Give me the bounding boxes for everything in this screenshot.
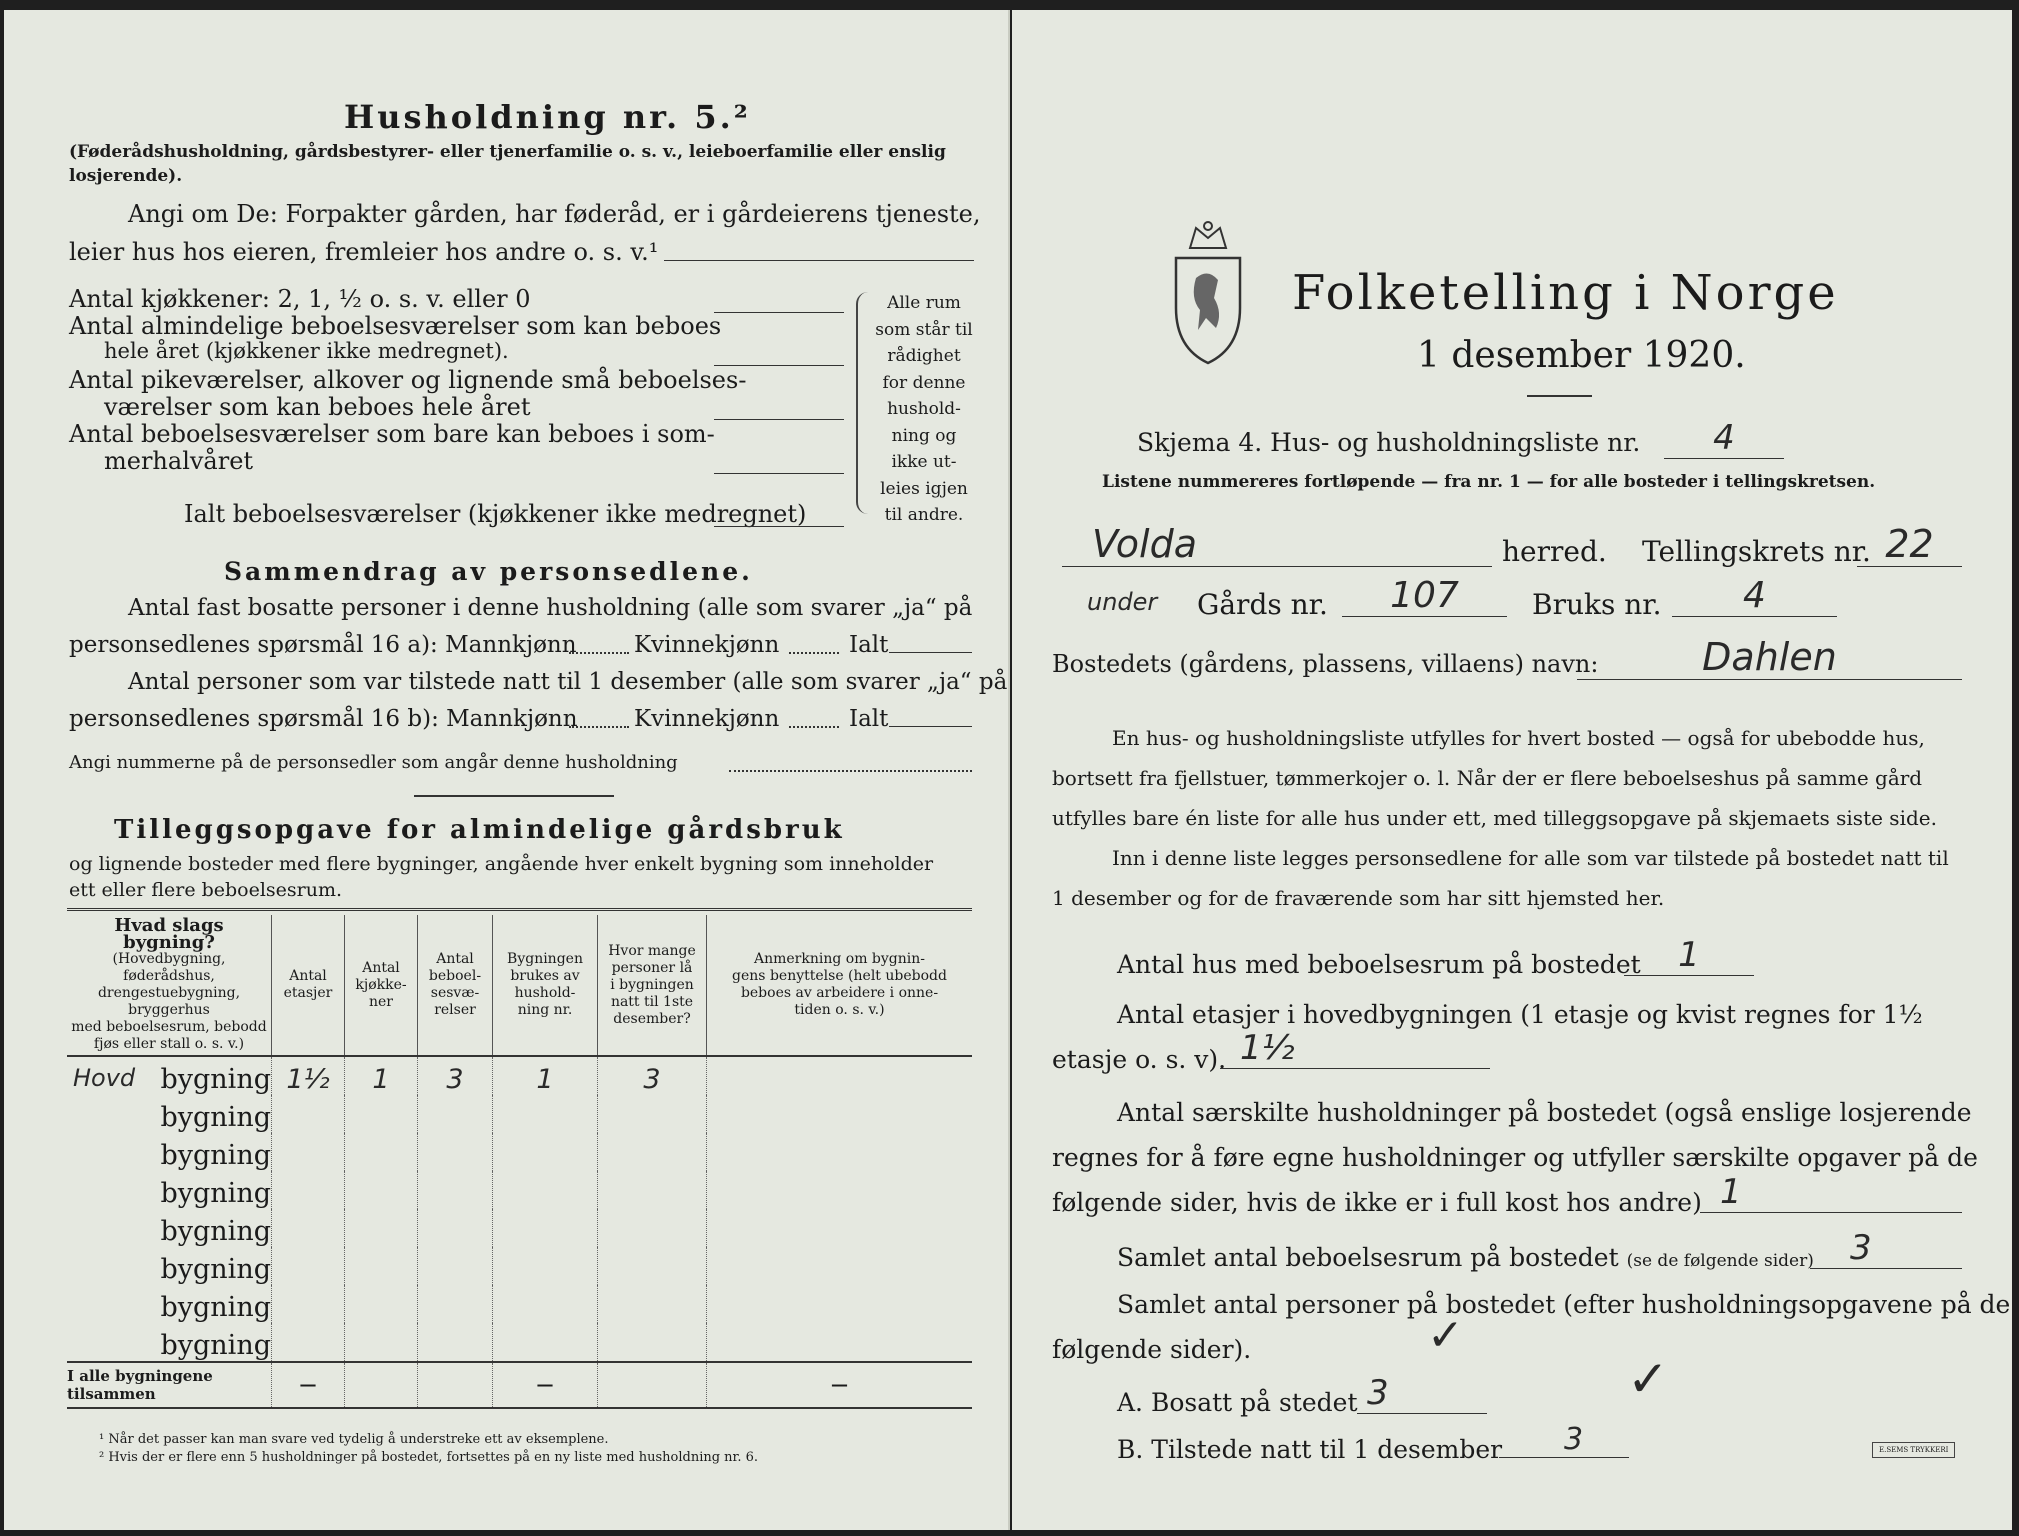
header-text: ner bbox=[369, 993, 393, 1010]
cell[interactable] bbox=[418, 1171, 493, 1209]
cell[interactable] bbox=[707, 1095, 973, 1133]
rooms-kitchens: Antal kjøkkener: 2, 1, ½ o. s. v. eller 0 bbox=[69, 285, 531, 313]
instruction-line: Inn i denne liste legges personsedlene for alle som var tilstede på bostedet natt til bbox=[1112, 846, 1949, 870]
kitchens-answer-line[interactable] bbox=[714, 312, 844, 313]
saerskilte-line-1: Antal særskilte husholdninger på bostedet (også enslige losjerende bbox=[1117, 1098, 1972, 1127]
tillegg-line-2: ett eller flere beboelsesrum. bbox=[69, 879, 343, 901]
cell[interactable] bbox=[418, 1323, 493, 1362]
ialt-label-2: Ialt bbox=[849, 706, 889, 732]
table-row bbox=[67, 1323, 972, 1362]
rooms-total: Ialt beboelsesværelser (kjøkkener ikke medregnet) bbox=[184, 500, 807, 528]
instruction-line: bortsett fra fjellstuer, tømmerkojer o. l. Når der er flere beboelseshus på samme gård bbox=[1052, 766, 1923, 790]
cell[interactable] bbox=[272, 1095, 345, 1133]
bygning-label: bygning bbox=[160, 1140, 271, 1171]
bygning-label: bygning bbox=[160, 1330, 271, 1361]
footnote-2: ² Hvis der er flere enn 5 husholdninger på bostedet, fortsettes på en ny liste med husholdning nr. 6. bbox=[99, 1450, 759, 1465]
side-note-line: ning og bbox=[891, 425, 957, 446]
summary-total-2[interactable] bbox=[889, 726, 972, 727]
persons-cell[interactable]: 3 bbox=[598, 1056, 707, 1095]
header-text: relser bbox=[434, 1002, 476, 1018]
rooms-summer: Antal beboelsesværelser som bare kan beboes i som- bbox=[69, 420, 715, 448]
herred-value[interactable]: Volda bbox=[1062, 522, 1492, 567]
cell[interactable] bbox=[493, 1285, 598, 1323]
header-floors bbox=[272, 915, 345, 1056]
total-label: I alle bygningene tilsammen bbox=[67, 1362, 272, 1408]
side-note bbox=[874, 290, 974, 529]
header-text: sesvæ- bbox=[430, 985, 480, 1001]
antal-hus-value[interactable]: 1 bbox=[1624, 935, 1754, 976]
cell[interactable] bbox=[272, 1247, 345, 1285]
header-text: beboes av arbeidere i onne- bbox=[740, 985, 939, 1001]
header-text: fjøs eller stall o. s. v.) bbox=[93, 1036, 245, 1052]
header-text: Hvad slags bygning? bbox=[114, 915, 224, 953]
total-remarks: — bbox=[707, 1362, 973, 1408]
cell[interactable] bbox=[598, 1095, 707, 1133]
total-rooms[interactable] bbox=[418, 1362, 493, 1408]
antal-hus-label: Antal hus med beboelsesrum på bostedet bbox=[1117, 950, 1641, 979]
side-note-line: som står til bbox=[875, 319, 973, 340]
table-row bbox=[67, 1247, 972, 1285]
census-date: 1 desember 1920. bbox=[1417, 335, 1746, 376]
census-title: Folketelling i Norge bbox=[1292, 265, 1839, 321]
cell[interactable] bbox=[345, 1247, 418, 1285]
ordinary-answer-line[interactable] bbox=[714, 365, 844, 366]
bruks-value[interactable]: 4 bbox=[1672, 575, 1837, 617]
kitchens-cell[interactable]: 1 bbox=[345, 1056, 418, 1095]
herred-label: herred. bbox=[1502, 535, 1607, 568]
numbers-answer[interactable] bbox=[729, 770, 972, 772]
header-text: natt til 1ste bbox=[610, 993, 694, 1010]
gards-label: Gårds nr. bbox=[1197, 588, 1328, 621]
bosted-label: Bostedets (gårdens, plassens, villaens) navn: bbox=[1052, 650, 1599, 678]
header-text: Bygningen bbox=[507, 951, 583, 967]
household-cell[interactable]: 1 bbox=[493, 1056, 598, 1095]
tillegg-title: Tilleggsopgave for almindelige gårdsbruk bbox=[114, 815, 845, 845]
cell[interactable] bbox=[272, 1171, 345, 1209]
table-row bbox=[67, 1095, 972, 1133]
cell[interactable] bbox=[345, 1171, 418, 1209]
instruction-line: En hus- og husholdningsliste utfylles for hvert bosted — også for ubebodde hus, bbox=[1112, 726, 1925, 750]
cell[interactable] bbox=[272, 1285, 345, 1323]
header-text: beboel- bbox=[428, 968, 482, 984]
check-mark-icon: ✓ bbox=[1427, 1310, 1464, 1361]
summary-line-3: Antal personer som var tilstede natt til 1 desember (alle som svarer „ja“ på bbox=[128, 669, 1008, 695]
check-mark-icon: ✓ bbox=[1627, 1350, 1669, 1408]
total-row bbox=[67, 1362, 972, 1408]
header-text: kjøkke- bbox=[355, 976, 407, 993]
summary-female-2[interactable] bbox=[789, 726, 839, 728]
kvinne-label-2: Kvinnekjønn bbox=[634, 706, 780, 732]
samlet-rom-text: Samlet antal beboelsesrum på bostedet bbox=[1117, 1243, 1619, 1272]
building-type-value: Hovd bbox=[73, 1064, 136, 1092]
bosatt-label: A. Bosatt på stedet bbox=[1117, 1388, 1358, 1417]
header-remarks bbox=[707, 915, 973, 1056]
cell[interactable] bbox=[345, 1323, 418, 1362]
rooms-ordinary-2: hele året (kjøkkener ikke medregnet). bbox=[104, 339, 509, 363]
samlet-pers-line-1: Samlet antal personer på bostedet (efter husholdningsopgavene på de bbox=[1117, 1290, 2011, 1319]
bygning-label: bygning bbox=[160, 1178, 271, 1209]
header-text: (Hovedbygning, føderådshus, bbox=[112, 951, 226, 984]
summary-male-2[interactable] bbox=[569, 726, 629, 728]
table-row bbox=[67, 1133, 972, 1171]
coat-of-arms-icon bbox=[1168, 218, 1248, 368]
cell[interactable] bbox=[707, 1247, 973, 1285]
printer-stamp: E.SEMS TRYKKERI bbox=[1872, 1442, 1955, 1458]
right-page bbox=[1012, 10, 2012, 1530]
list-number[interactable]: 4 bbox=[1664, 418, 1784, 459]
header-text: med beboelsesrum, bebodd bbox=[71, 1019, 267, 1035]
header-text: brukes av bbox=[510, 968, 580, 984]
cell[interactable] bbox=[598, 1247, 707, 1285]
header-rooms bbox=[418, 915, 493, 1056]
footnote-1: ¹ Når det passer kan man svare ved tydelig å understreke ett av eksemplene. bbox=[99, 1432, 609, 1447]
cell[interactable] bbox=[272, 1209, 345, 1247]
household-title: Husholdning nr. 5.² bbox=[344, 98, 751, 136]
summary-line-1: Antal fast bosatte personer i denne husholdning (alle som svarer „ja“ på bbox=[128, 595, 973, 621]
bygning-label: bygning bbox=[160, 1292, 271, 1323]
table-header-row bbox=[67, 915, 972, 1056]
header-persons bbox=[598, 915, 707, 1056]
divider bbox=[414, 795, 614, 797]
saerskilte-line-2: regnes for å føre egne husholdninger og utfyller særskilte opgaver på de bbox=[1052, 1143, 1978, 1172]
total-persons[interactable] bbox=[598, 1362, 707, 1408]
side-note-line: leies igjen bbox=[880, 478, 968, 499]
table-row bbox=[67, 1209, 972, 1247]
floors-cell[interactable]: 1½ bbox=[272, 1056, 345, 1095]
etasjer-line-1: Antal etasjer i hovedbygningen (1 etasje og kvist regnes for 1½ bbox=[1117, 1000, 1923, 1029]
side-note-line: for denne bbox=[882, 372, 966, 393]
kvinne-label-1: Kvinnekjønn bbox=[634, 632, 780, 658]
side-note-line: Alle rum bbox=[887, 293, 961, 313]
listene-note: Listene nummereres fortløpende — fra nr. 1 — for alle bosteder i tellingskretsen. bbox=[1102, 472, 1876, 492]
cell[interactable] bbox=[345, 1133, 418, 1171]
under-note: under bbox=[1087, 588, 1158, 616]
table-row bbox=[67, 1285, 972, 1323]
samlet-rom-value[interactable]: 3 bbox=[1810, 1228, 1962, 1269]
cell[interactable] bbox=[345, 1095, 418, 1133]
remarks-cell[interactable] bbox=[707, 1056, 973, 1095]
table-row bbox=[67, 1056, 972, 1095]
cell[interactable] bbox=[707, 1171, 973, 1209]
header-text: tiden o. s. v.) bbox=[794, 1002, 885, 1018]
cell[interactable] bbox=[418, 1285, 493, 1323]
header-text: Antal bbox=[289, 968, 327, 984]
table-top-rule bbox=[67, 908, 972, 911]
krets-value[interactable]: 22 bbox=[1857, 522, 1962, 567]
cell[interactable] bbox=[598, 1171, 707, 1209]
table-row bbox=[67, 1171, 972, 1209]
header-text: i bygningen bbox=[610, 976, 694, 993]
tilstede-label: B. Tilstede natt til 1 desember bbox=[1117, 1435, 1503, 1464]
small-answer-line[interactable] bbox=[714, 419, 844, 420]
summary-line-2: personsedlenes spørsmål 16 a): Mannkjønn bbox=[69, 632, 577, 658]
bruks-label: Bruks nr. bbox=[1532, 588, 1662, 621]
header-text: ning nr. bbox=[517, 1002, 573, 1018]
building-table bbox=[67, 915, 972, 1409]
header-kitchens bbox=[345, 915, 418, 1056]
cell[interactable] bbox=[493, 1209, 598, 1247]
cell[interactable] bbox=[598, 1133, 707, 1171]
bygning-label: bygning bbox=[160, 1216, 271, 1247]
bygning-label: bygning bbox=[160, 1254, 271, 1285]
header-text: Hvor mange bbox=[608, 942, 696, 959]
instructions-1 bbox=[1052, 718, 1972, 918]
intro-line-1: Angi om De: Forpakter gården, har føderåd, er i gårdeierens tjeneste, bbox=[128, 200, 981, 228]
side-note-line: til andre. bbox=[884, 505, 964, 525]
numbers-line: Angi nummerne på de personsedler som angår denne husholdning bbox=[69, 752, 678, 773]
summary-male-1[interactable] bbox=[569, 652, 629, 654]
bygning-label: bygning bbox=[160, 1064, 271, 1095]
cell[interactable] bbox=[598, 1323, 707, 1362]
building-type-cell[interactable] bbox=[67, 1056, 272, 1095]
skjema-line: Skjema 4. Hus- og husholdningsliste nr. bbox=[1137, 428, 1641, 457]
summary-line-4: personsedlenes spørsmål 16 b): Mannkjønn bbox=[69, 706, 578, 732]
samlet-pers-line-2: følgende sider). bbox=[1052, 1335, 1252, 1364]
cell[interactable] bbox=[418, 1095, 493, 1133]
header-text: hushold- bbox=[514, 985, 576, 1001]
samlet-rom-label bbox=[1117, 1243, 1814, 1272]
cell[interactable] bbox=[493, 1171, 598, 1209]
cell[interactable] bbox=[345, 1209, 418, 1247]
header-text: etasjer bbox=[283, 985, 333, 1001]
intro-answer-line[interactable] bbox=[664, 260, 974, 261]
household-subtitle: (Føderådshusholdning, gårdsbestyrer- eller tjenerfamilie o. s. v., leieboerfamilie eller enslig losjerende). bbox=[69, 142, 946, 186]
summer-answer-line[interactable] bbox=[714, 473, 844, 474]
cell[interactable] bbox=[493, 1323, 598, 1362]
saerskilte-line-3: følgende sider, hvis de ikke er i full kost hos andre) bbox=[1052, 1188, 1702, 1217]
rooms-cell[interactable]: 3 bbox=[418, 1056, 493, 1095]
rooms-total-line[interactable] bbox=[714, 526, 844, 527]
cell[interactable] bbox=[272, 1323, 345, 1362]
header-type bbox=[67, 915, 272, 1056]
side-note-line: hushold- bbox=[887, 399, 961, 419]
cell[interactable] bbox=[418, 1247, 493, 1285]
saerskilte-value[interactable]: 1 bbox=[1700, 1172, 1962, 1213]
rooms-small: Antal pikeværelser, alkover og lignende små beboelses- bbox=[69, 366, 747, 394]
tillegg-line-1: og lignende bosteder med flere bygninger, angående hver enkelt bygning som inneholder bbox=[69, 853, 934, 875]
cell[interactable] bbox=[707, 1133, 973, 1171]
tilstede-value[interactable]: 3 bbox=[1499, 1422, 1629, 1458]
header-text: personer lå bbox=[611, 959, 693, 976]
cell[interactable] bbox=[493, 1095, 598, 1133]
header-text: Antal bbox=[436, 951, 474, 967]
header-text: gens benyttelse (helt ubebodd bbox=[732, 968, 947, 984]
left-page bbox=[4, 10, 1010, 1530]
krets-label: Tellingskrets nr. bbox=[1642, 535, 1871, 568]
side-note-line: rådighet bbox=[887, 346, 961, 366]
header-text: drengestuebygning, bryggerhus bbox=[97, 985, 241, 1018]
total-kitchens[interactable] bbox=[345, 1362, 418, 1408]
divider bbox=[1527, 395, 1592, 397]
cell[interactable] bbox=[707, 1285, 973, 1323]
gards-value[interactable]: 107 bbox=[1342, 575, 1507, 617]
cell[interactable] bbox=[493, 1133, 598, 1171]
instruction-line: utfylles bare én liste for alle hus under ett, med tilleggsopgave på skjemaets siste side. bbox=[1052, 806, 1937, 830]
summary-title: Sammendrag av personsedlene. bbox=[224, 557, 753, 586]
etasjer-value[interactable]: 1½ bbox=[1220, 1028, 1490, 1069]
bosatt-value[interactable]: 3 bbox=[1357, 1373, 1487, 1414]
cell[interactable] bbox=[707, 1209, 973, 1247]
side-note-line: ikke ut- bbox=[891, 452, 957, 472]
samlet-rom-note: (se de følgende sider) bbox=[1626, 1251, 1814, 1271]
total-floors: — bbox=[272, 1362, 345, 1408]
summary-total-1[interactable] bbox=[889, 652, 972, 653]
etasjer-line-2: etasje o. s. v). bbox=[1052, 1045, 1227, 1074]
header-household bbox=[493, 915, 598, 1056]
header-text: Antal bbox=[362, 959, 400, 976]
instruction-line: 1 desember og for de fraværende som har sitt hjemsted her. bbox=[1052, 886, 1665, 910]
cell[interactable] bbox=[493, 1247, 598, 1285]
cell[interactable] bbox=[598, 1209, 707, 1247]
total-household: — bbox=[493, 1362, 598, 1408]
intro-line-2: leier hus hos eieren, fremleier hos andre o. s. v.¹ bbox=[69, 238, 659, 266]
cell[interactable] bbox=[707, 1323, 973, 1362]
rooms-summer-2: merhalvåret bbox=[104, 447, 254, 475]
rooms-small-2: værelser som kan beboes hele året bbox=[104, 393, 531, 421]
summary-female-1[interactable] bbox=[789, 652, 839, 654]
cell[interactable] bbox=[418, 1209, 493, 1247]
header-text: desember? bbox=[613, 1010, 691, 1027]
header-text: Anmerkning om bygnin- bbox=[753, 951, 925, 967]
cell[interactable] bbox=[272, 1133, 345, 1171]
cell[interactable] bbox=[418, 1133, 493, 1171]
cell[interactable] bbox=[345, 1285, 418, 1323]
ialt-label-1: Ialt bbox=[849, 632, 889, 658]
rooms-ordinary: Antal almindelige beboelsesværelser som kan beboes bbox=[69, 312, 722, 340]
bosted-value[interactable]: Dahlen bbox=[1577, 635, 1962, 680]
bygning-label: bygning bbox=[160, 1102, 271, 1133]
cell[interactable] bbox=[598, 1285, 707, 1323]
